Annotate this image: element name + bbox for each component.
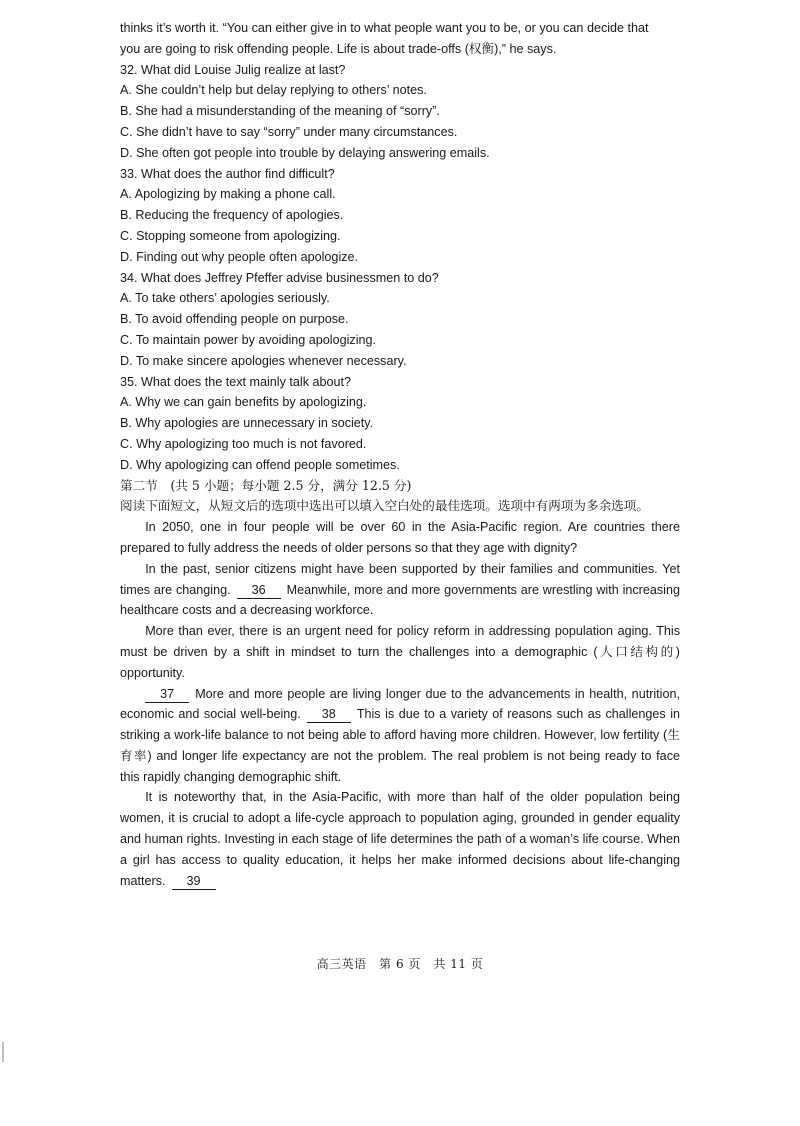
blank-36: 36	[237, 583, 281, 599]
option-b: B. To avoid offending people on purpose.	[120, 312, 349, 327]
passage-paragraph-5	[120, 787, 680, 891]
paragraph-text: This is due to a variety of reasons such as challenges in striking a work-life balance to not being able to afford having more children. However, low fertility (生育率) and longer life expectancy are not the problem. The real problem is not being ready to face this rapidly changing demographic shift.	[120, 707, 680, 784]
passage-paragraph-1: In 2050, one in four people will be over 60 in the Asia-Pacific region. Are countries there prepared to fully address the needs of older persons so that they age with dignity?	[120, 520, 680, 555]
section-heading: 第二节 (共 5 小题；每小题 2.5 分，满分 12.5 分)	[120, 477, 412, 493]
question-32	[120, 60, 680, 164]
passage-paragraph-4	[120, 684, 680, 788]
option-c: C. To maintain power by avoiding apologizing.	[120, 332, 376, 347]
top-paragraph-line-1: thinks it’s worth it. “You can either give in to what people want you to be, or you can decide that	[120, 21, 649, 35]
blank-38: 38	[307, 707, 351, 723]
question-34	[120, 268, 680, 372]
option-a: A. Why we can gain benefits by apologizing.	[120, 395, 367, 410]
option-d: D. To make sincere apologies whenever necessary.	[120, 353, 407, 368]
scan-edge-mark	[2, 1042, 4, 1062]
question-33	[120, 164, 680, 268]
option-c: C. Stopping someone from apologizing.	[120, 228, 341, 243]
question-stem: 34. What does Jeffrey Pfeffer advise businessmen to do?	[120, 270, 439, 285]
blank-37: 37	[145, 687, 189, 703]
paragraph-text: In the past, senior citizens might have been supported by their families and communities. Yet times are changing.	[120, 561, 680, 597]
passage-paragraph-2	[120, 559, 680, 621]
option-a: A. To take others’ apologies seriously.	[120, 291, 330, 306]
question-stem: 35. What does the text mainly talk about?	[120, 374, 352, 389]
option-b: B. Why apologies are unnecessary in society.	[120, 416, 374, 431]
passage-paragraph-3: More than ever, there is an urgent need for policy reform in addressing population aging. This must be driven by a shift in mindset to turn the challenges into a demographic (人口结构的) opportunity.	[120, 624, 680, 680]
option-b: B. Reducing the frequency of apologies.	[120, 208, 344, 223]
blank-39: 39	[172, 874, 216, 890]
paragraph-text: More and more people are living longer due to the advancements in health, nutrition, economic and social well-being.	[120, 686, 680, 722]
question-stem: 32. What did Louise Julig realize at last?	[120, 62, 346, 77]
option-c: C. She didn’t have to say “sorry” under many circumstances.	[120, 124, 458, 139]
top-paragraph-line-2: you are going to risk offending people. Life is about trade-offs (权衡),” he says.	[120, 41, 557, 56]
paragraph-text: It is noteworthy that, in the Asia-Pacific, with more than half of the older population being women, it is crucial to adopt a life-cycle approach to population aging, grounded in gender equality and human rights. Investing in each stage of life determines the path of a woman’s life course. When a girl has access to quality education, it helps her make informed decisions about life-changing matters.	[120, 790, 680, 888]
question-35	[120, 372, 680, 476]
option-a: A. Apologizing by making a phone call.	[120, 187, 336, 202]
option-b: B. She had a misunderstanding of the meaning of “sorry”.	[120, 104, 440, 119]
option-d: D. Why apologizing can offend people sometimes.	[120, 457, 400, 472]
option-d: D. She often got people into trouble by delaying answering emails.	[120, 145, 490, 160]
question-stem: 33. What does the author find difficult?	[120, 166, 335, 181]
paragraph-text: Meanwhile, more and more governments are wrestling with increasing healthcare costs and a decreasing workforce.	[120, 582, 680, 618]
page-content	[120, 18, 680, 891]
page-footer: 高三英语 第 6 页 共 11 页	[316, 957, 484, 971]
option-d: D. Finding out why people often apologize.	[120, 249, 359, 264]
option-c: C. Why apologizing too much is not favored.	[120, 436, 367, 451]
option-a: A. She couldn’t help but delay replying to others’ notes.	[120, 83, 427, 98]
section-instruction: 阅读下面短文，从短文后的选项中选出可以填入空白处的最佳选项。选项中有两项为多余选项。	[120, 498, 649, 514]
